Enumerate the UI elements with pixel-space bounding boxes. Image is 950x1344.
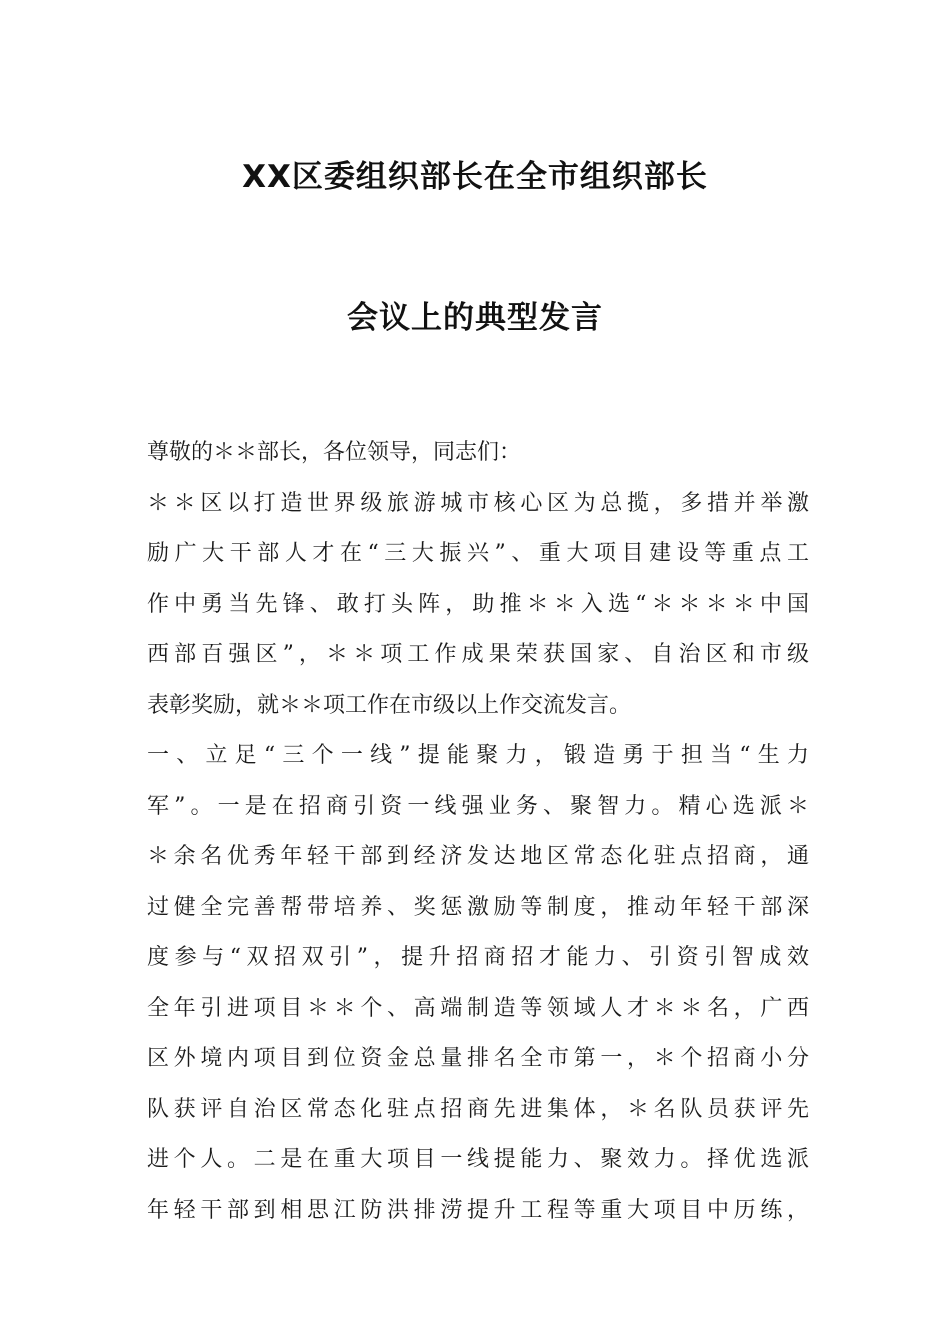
document-title-line-1: XX区委组织部长在全市组织部长 — [242, 159, 708, 195]
body-line: 全年引进项目＊＊个、高端制造等领域人才＊＊名，广西 — [147, 995, 809, 1021]
body-line: 军”。一是在招商引资一线强业务、聚智力。精心选派＊ — [147, 793, 809, 819]
document-body — [147, 428, 809, 1236]
body-line: 表彰奖励，就＊＊项工作在市级以上作交流发言。 — [147, 692, 632, 718]
body-line: 作中勇当先锋、敢打头阵，助推＊＊入选“＊＊＊＊中国 — [147, 591, 809, 617]
body-line: 进个人。二是在重大项目一线提能力、聚效力。择优选派 — [147, 1147, 809, 1172]
body-line: 励广大干部人才在“三大振兴”、重大项目建设等重点工 — [147, 541, 809, 566]
body-line: 队获评自治区常态化驻点招商先进集体，＊名队员获评先 — [147, 1096, 809, 1122]
body-line: ＊余名优秀年轻干部到经济发达地区常态化驻点招商，通 — [147, 844, 809, 869]
body-line: 西部百强区”，＊＊项工作成果荣获国家、自治区和市级 — [147, 642, 809, 667]
body-line: ＊＊区以打造世界级旅游城市核心区为总揽，多措并举激 — [147, 490, 809, 516]
document-title-line-2: 会议上的典型发言 — [347, 300, 603, 336]
salutation: 尊敬的＊＊部长，各位领导，同志们： — [147, 440, 522, 465]
section-heading-line: 一、立足“三个一线”提能聚力，锻造勇于担当“生力 — [147, 743, 809, 768]
body-line: 区外境内项目到位资金总量排名全市第一，＊个招商小分 — [147, 1046, 809, 1071]
body-line: 过健全完善帮带培养、奖惩激励等制度，推动年轻干部深 — [147, 894, 809, 920]
body-line: 度参与“双招双引”，提升招商招才能力、引资引智成效 — [147, 945, 809, 970]
body-line: 年轻干部到相思江防洪排涝提升工程等重大项目中历练， — [147, 1197, 809, 1223]
